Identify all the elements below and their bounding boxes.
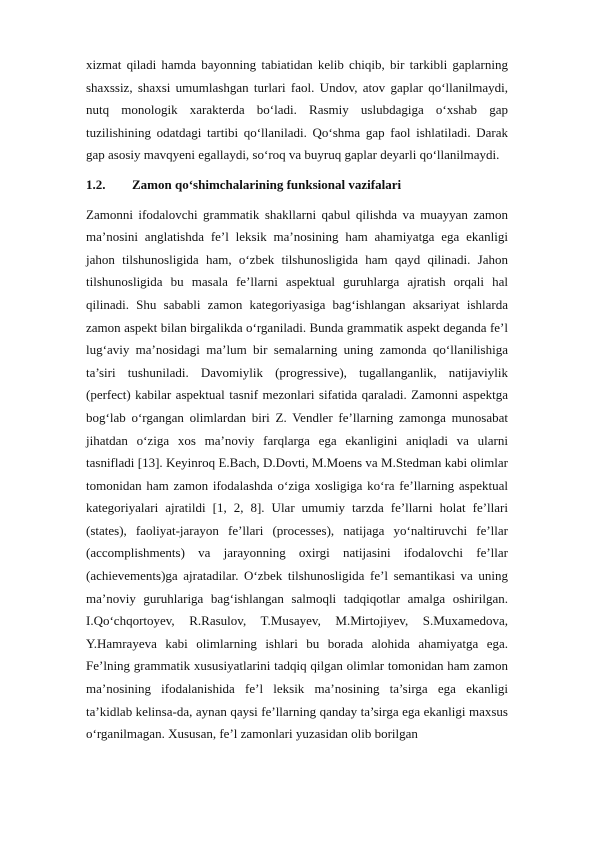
section-heading xyxy=(86,174,508,197)
document-body xyxy=(86,54,508,746)
paragraph-main: Zamonni ifodalovchi grammatik shakllarni qabul qilishda va muayyan zamon ma’nosini anglatishda fe’l leksik ma’nosining ham ahamiyatga ega ekanligi jahon tilshunosligida ham, o‘zbek tilshunosligida ham qayd qilinadi. Jahon tilshunosligida bu masala fe’llarni aspektual guruhlarga ajratish orqali hal qilinadi. Shu sababli zamon kategoriyasiga bag‘ishlangan aksariyat ishlarda zamon aspekt bilan birgalikda o‘rganiladi. Bunda grammatik aspekt deganda fe’l lug‘aviy ma’nosidagi ma’lum bir semalarning uning zamonda qo‘llanilishiga ta’siri tushuniladi. Davomiylik (progressive), tugallanganlik, natijaviylik (perfect) kabilar aspektual tasnif mezonlari sifatida qaraladi. Zamonni aspektga bog‘lab o‘rgangan olimlardan biri Z. Vendler fe’llarning zamonga munosabat jihatdan o‘ziga xos ma’noviy farqlarga ega ekanligini aniqladi va ularni tasnifladi [13]. Keyinroq E.Bach, D.Dovti, M.Moens va M.Stedman kabi olimlar tomonidan ham zamon ifodalashda o‘ziga xosligiga ko‘ra fe’llarning aspektual kategoriyalari ajratildi [1, 2, 8]. Ular umumiy tarzda fe’llarni holat fe’llari (states), faoliyat-jarayon fe’llari (processes), natijaga yo‘naltiruvchi fe’llar (accomplishments) va jarayonning oxirgi natijasini ifodalovchi fe’llar (achievements)ga ajratadilar. O‘zbek tilshunosligida fe’l semantikasi va uning ma’noviy guruhlariga bag‘ishlangan salmoqli tadqiqotlar amalga oshirilgan. I.Qo‘chqortoyev, R.Rasulov, T.Musayev, M.Mirtojiyev, S.Muxamedova, Y.Hamrayeva kabi olimlarning ishlari bu borada alohida ahamiyatga ega. Fe’lning grammatik xususiyatlarini tadqiq qilgan olimlar tomonidan ham zamon ma’nosining ifodalanishida fe’l leksik ma’nosining ta’sirga ega ekanligi ta’kidlab kelinsa-da, aynan qaysi fe’llarning qanday ta’sirga ega ekanligi maxsus o‘rganilmagan. Xususan, fe’l zamonlari yuzasidan olib borilgan xyxy=(86,206,508,742)
section-number: 1.2. xyxy=(86,176,106,192)
section-title: Zamon qo‘shimchalarining funksional vazifalari xyxy=(132,176,402,192)
paragraph-intro: xizmat qiladi hamda bayonning tabiatidan kelib chiqib, bir tarkibli gaplarning shaxssiz, shaxsi umumlashgan turlari faol. Undov, atov gaplar qo‘llanilmaydi, nutq monologik xarakterda bo‘ladi. Rasmiy uslubdagiga o‘xshab gap tuzilishining odatdagi tartibi qo‘llaniladi. Qo‘shma gap faol ishlatiladi. Darak gap asosiy mavqyeni egallaydi, so‘roq va buyruq gaplar deyarli qo‘llanilmaydi. xyxy=(86,57,508,163)
